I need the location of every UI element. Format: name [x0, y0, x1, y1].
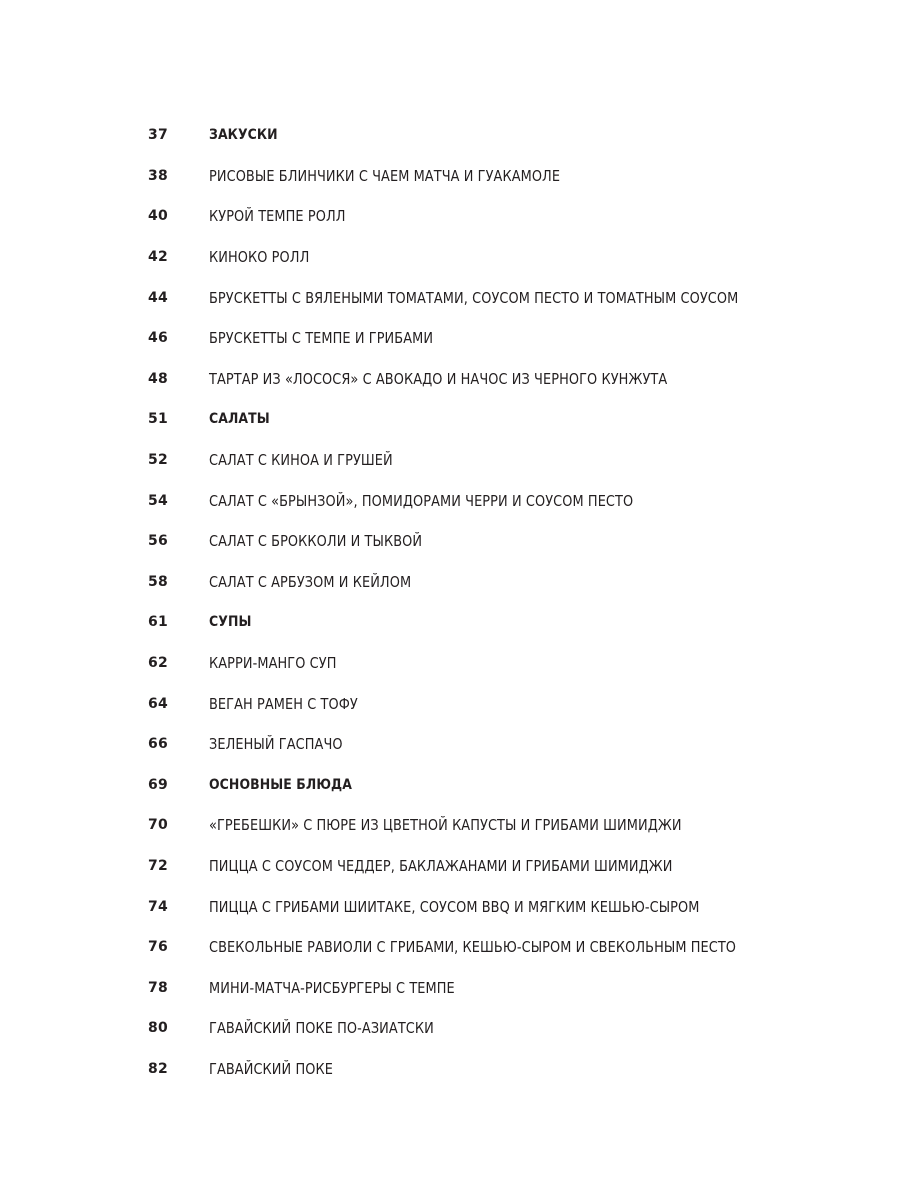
toc-section-heading — [148, 399, 848, 440]
page-number: 64 — [148, 695, 168, 712]
recipe-title: БРУСКЕТТЫ С ВЯЛЕНЫМИ ТОМАТАМИ, СОУСОМ ПЕСТО И ТОМАТНЫМ СОУСОМ — [209, 288, 739, 307]
section-title: ЗАКУСКИ — [209, 127, 278, 144]
toc-entry — [148, 480, 848, 521]
recipe-title: САЛАТ С КИНОА И ГРУШЕЙ — [209, 451, 393, 470]
recipe-title: РИСОВЫЕ БЛИНЧИКИ С ЧАЕМ МАТЧА И ГУАКАМОЛЕ — [209, 166, 561, 185]
recipe-title: МИНИ-МАТЧА-РИСБУРГЕРЫ С ТЕМПЕ — [209, 978, 455, 997]
page-number: 72 — [148, 857, 168, 874]
toc-entry — [148, 237, 848, 278]
page-number: 54 — [148, 492, 168, 509]
toc-section-heading — [148, 115, 848, 156]
recipe-title: ЗЕЛЕНЫЙ ГАСПАЧО — [209, 735, 343, 754]
page-number: 46 — [148, 330, 168, 347]
page-number: 78 — [148, 979, 168, 996]
recipe-title: ВЕГАН РАМЕН С ТОФУ — [209, 694, 358, 713]
page-number: 74 — [148, 898, 168, 915]
toc-entry — [148, 156, 848, 197]
page-number: 42 — [148, 249, 168, 266]
recipe-title: БРУСКЕТТЫ С ТЕМПЕ И ГРИБАМИ — [209, 329, 434, 348]
page-number: 61 — [148, 614, 168, 631]
toc-entry — [148, 846, 848, 887]
recipe-title: «ГРЕБЕШКИ» С ПЮРЕ ИЗ ЦВЕТНОЙ КАПУСТЫ И ГРИБАМИ ШИМИДЖИ — [209, 816, 682, 835]
recipe-title: ПИЦЦА С ГРИБАМИ ШИИТАКЕ, СОУСОМ BBQ И МЯГКИМ КЕШЬЮ-СЫРОМ — [209, 897, 700, 916]
section-title: ОСНОВНЫЕ БЛЮДА — [209, 776, 352, 793]
toc-entry — [148, 805, 848, 846]
toc-entry — [148, 359, 848, 400]
page-number: 76 — [148, 939, 168, 956]
recipe-title: ГАВАЙСКИЙ ПОКЕ ПО-АЗИАТСКИ — [209, 1019, 434, 1038]
recipe-title: КАРРИ-МАНГО СУП — [209, 654, 337, 673]
toc-entry — [148, 562, 848, 603]
table-of-contents — [148, 115, 848, 1089]
recipe-title: КИНОКО РОЛЛ — [209, 248, 310, 267]
page-number: 70 — [148, 817, 168, 834]
toc-entry — [148, 886, 848, 927]
toc-entry — [148, 724, 848, 765]
recipe-title: ТАРТАР ИЗ «ЛОСОСЯ» С АВОКАДО И НАЧОС ИЗ ЧЕРНОГО КУНЖУТА — [209, 369, 668, 388]
page-number: 44 — [148, 289, 168, 306]
page-number: 38 — [148, 167, 168, 184]
section-title: СУПЫ — [209, 614, 252, 631]
page-number: 56 — [148, 533, 168, 550]
toc-entry — [148, 967, 848, 1008]
page-number: 62 — [148, 655, 168, 672]
recipe-title: САЛАТ С БРОККОЛИ И ТЫКВОЙ — [209, 532, 423, 551]
page-number: 48 — [148, 370, 168, 387]
toc-section-heading — [148, 765, 848, 806]
toc-entry — [148, 440, 848, 481]
recipe-title: САЛАТ С «БРЫНЗОЙ», ПОМИДОРАМИ ЧЕРРИ И СОУСОМ ПЕСТО — [209, 491, 634, 510]
toc-entry — [148, 318, 848, 359]
toc-entry — [148, 927, 848, 968]
recipe-title: КУРОЙ ТЕМПЕ РОЛЛ — [209, 207, 346, 226]
toc-entry — [148, 196, 848, 237]
toc-entry — [148, 277, 848, 318]
page-number: 82 — [148, 1060, 168, 1077]
page-number: 66 — [148, 736, 168, 753]
page-number: 37 — [148, 127, 168, 144]
toc-section-heading — [148, 602, 848, 643]
page-number: 40 — [148, 208, 168, 225]
page-number: 69 — [148, 776, 168, 793]
recipe-title: ГАВАЙСКИЙ ПОКЕ — [209, 1059, 333, 1078]
toc-entry — [148, 1049, 848, 1090]
page-number: 52 — [148, 452, 168, 469]
recipe-title: САЛАТ С АРБУЗОМ И КЕЙЛОМ — [209, 572, 412, 591]
page-number: 51 — [148, 411, 168, 428]
toc-entry — [148, 1008, 848, 1049]
toc-entry — [148, 683, 848, 724]
page-number: 80 — [148, 1020, 168, 1037]
toc-entry — [148, 643, 848, 684]
toc-entry — [148, 521, 848, 562]
recipe-title: ПИЦЦА С СОУСОМ ЧЕДДЕР, БАКЛАЖАНАМИ И ГРИБАМИ ШИМИДЖИ — [209, 856, 673, 875]
recipe-title: СВЕКОЛЬНЫЕ РАВИОЛИ С ГРИБАМИ, КЕШЬЮ-СЫРОМ И СВЕКОЛЬНЫМ ПЕСТО — [209, 938, 737, 957]
page-number: 58 — [148, 573, 168, 590]
section-title: САЛАТЫ — [209, 411, 270, 428]
